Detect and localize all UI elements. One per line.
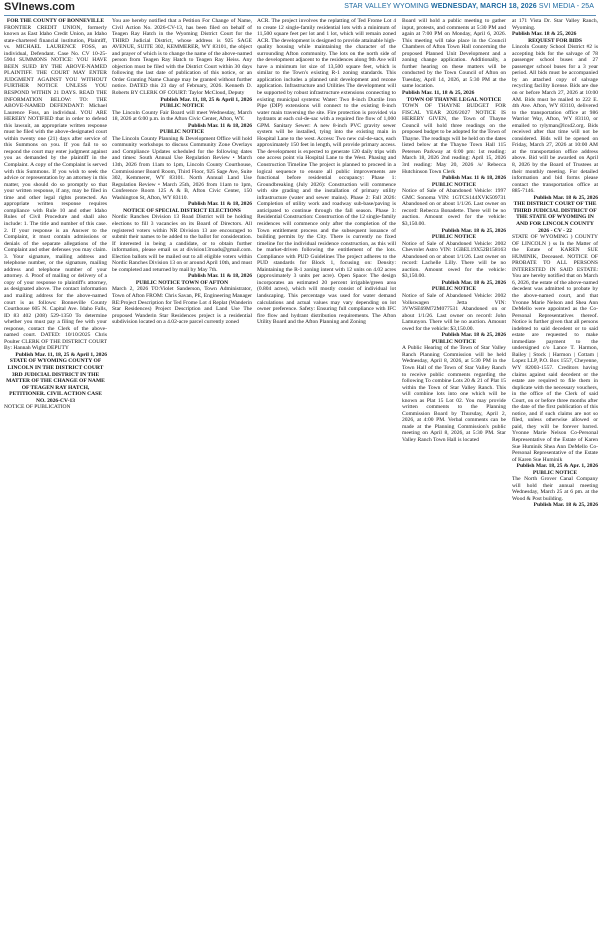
notice-heading: TOWN OF THAYNE LEGAL NOTICE [406,96,502,103]
publish-dates: Publish Mar. 18 & 25, 2026 [533,502,598,509]
header-rule [4,15,596,16]
notice-heading: PUBLIC NOTICE [431,338,477,345]
notice-heading: PUBLIC NOTICE [431,234,477,241]
notice-body: NOTICE OF PUBLICATION [4,404,71,411]
column-5 [512,18,598,923]
notice-heading: PUBLIC NOTICE [431,286,477,293]
page-header [0,0,600,16]
notice-heading: STATE OF WYOMING COUNTY OF LINCOLN IN THE DISTRICT COURT 3RD JUDICIAL DISTRICT IN THE MATTER OF THE CHANGE OF NAME OF TEAGEN RAY HATCH, PETITIONER. CIVIL ACTION CASE NO. 2026-CV-13 [6,358,105,404]
notice-body: The North Grover Canal Company will hold their annual meeting Wednesday, March 25 at 6 pm. at the Wood & Post building. [512,476,598,502]
notice-body: You are hereby notified that a Petition For Change of Name, Civil Action No. 2026-CV-13, has been filed on behalf of Teagen Ray Hatch in the Wyoming District Court for the THIRD Judicial District, whose address is 925 SAGE AVENUE, SUITE 302, KEMMERER, WY 83101, the object and prayer of which is to change the name of the above-named person from Teagen Ray Hatch to Teagen Ray Heiss. Any objection must be filed with the District Court within 30 days following the last date of publication of this notice, or an Order Granting Name Change may be granted without further notice. DATED this 23 day of February, 2026. Kenneth D. Roberts BY CLERK OF COURT: Taylor McCloud, Deputy [112,18,252,97]
column-1 [4,18,107,923]
publish-dates: Publish Mar. 18 & 25, 2026 [441,332,506,339]
legal-notices [4,18,598,923]
column-2 [112,18,252,923]
notice-body: STATE OF WYOMING ) COUNTY OF LINCOLN ) ss In the Matter of the Estate of KAREN SUE HUMINIK, Deceased. NOTICE OF PROBATE TO ALL PERSONS INTERESTED IN SAID ESTATE: You are hereby notified that on March 6, 2026, the estate of the above-named decedent was admitted to probate by the above-named court, and that Yvonne Marie Nelson and Shea Ann DeMello were appointed as the Co-Personal Representatives thereof. Notice is further given that all persons indebted to said decedent or to said estate are requested to make immediate payment to the undersigned c/o Lance T. Harmon, Bailey | Stock | Harmon | Cottam | Lopez LLP, P.O. Box 1557, Cheyenne, WY 82003-1557. Creditors having claims against said decedent or the estate are required to file them in duplicate with the necessary vouchers, in the office of the Clerk of said Court, on or before three months after the date of the first publication of this notice, and if such claims are not so filed, unless otherwise allowed or paid, they will be forever barred. Yvonne Marie Nelson Co-Personal Representative of the Estate of Karen Sue Huminik Shea Ann DeMello Co-Personal Representative of the Estate of Karen Sue Huminik [512,234,598,463]
notice-body: at 171 Vista Dr. Star Valley Ranch, Wyoming. [512,18,598,31]
notice-heading: PUBLIC NOTICE TOWN OF AFTON [135,279,229,286]
notice-heading: PUBLIC NOTICE [431,181,477,188]
publish-dates: Publish Mar. 11 & 18, 2026 [187,273,252,280]
site-name: SVInews.com [4,1,75,13]
header-info [344,3,594,10]
publish-dates: Publish Mar. 18 & 25, 2026 [512,31,577,38]
column-4 [402,18,506,923]
publish-dates: Publish Mar. 11, 18, 25 & April 1, 2026 [15,351,107,358]
publish-dates: Publish Mar. 18, 25 & Apr. 1, 2026 [516,463,598,470]
notice-body: ACR. The project involves the replatting of Ted Frome Lot 4 to create 12 single-family residential lots with a minimum of 11,500 square feet per lot and 1 lot, which will remain zoned ACR. The development is designed to provide attainable high-quality housing while maintaining the character of the surrounding Afton community. The lots on the north side of the development adjacent to the residences along 9th Ave will have a minimum lot size of 13,500 square feet, which is similar to the Town's existing R-1 zoning standards. This application includes a planned unit development and rezone application. Infrastructure and Utilities The development will be supported by robust infrastructure extensions connecting to existing municipal systems: Water: Two 8-inch Ductile Iron Pipe (DIP) extensions will connect to the existing 8-inch water main traversing the site. Fire protection is provided via hydrants at each cul-de-sac with a required fire flow of 1,000 GPM. Sanitary Sewer: A new 8-inch PVC gravity sewer system will be installed, tying into the existing main in Hospital Lane to the west. Access: Two new cul-de-sacs, each approximately 150 feet in length, will provide primary access. The development is expected to generate 120 daily trips with one access point via Hospital Lane to the West. Phasing and Construction Timeline The project is planned to proceed in a logical sequence to ensure all public improvements are functional before residential occupancy: Phase 1: Groundbreaking (July 2026): Construction will commence with site grading and the installation of primary utility infrastructure (water and sewer mains). Phase 2: Fall 2026: Completion of utility work and roadway sub-base/paving is anticipated to continue through the fall season. Phase 3: Residential Construction: Construction of the 12 single-family residences will commence only after the completion of the Town entitlement process and the subsequent issuance of building permits by the City. There is currently no fixed timeline for the individual residence construction, as this will be market-driven following the entitlement of the lots. Compliance with PUD Guidelines The project adheres to the PUD standards for Block 1, focusing on: Density: Maintaining the R-1 zoning intent with 12 units on 4.02 acres (approximately 3 units per acre). Open Space: The design incorporates an estimated 20 percent irrigable/green area (0.804 acres), which will mostly consist of individual lot landscaping. This percentage was used for water demand calculations and actual values may vary depending on lot owner preference. Safety: Ensuring full compliance with IFC fire flow and hydrant distribution requirements. The Afton Utility Board and the Afton Planning and Zoning [257,18,396,326]
notice-body: Lincoln County School District #2 is accepting bids for the salvage of 78 passenger school buses and 27 passenger school buses for a 3 year period. All bids must be accompanied by an attached copy of salvage recycling facility license. Bids are due on or before March 27, 2026 at 10:00 AM. Bids must be mailed to 222 E. 4th Ave. Afton, WY 83110, delivered to the transportation office at 986 Warrior Way, Afton, WY 83110, or emailed to rylyman@lcsd2.org. Bids received after that time will not be considered. Bids will be opened on Friday, March 27, 2026 at 10:00 AM at the transportation office address above. Bid will be awarded on April 8, 2026 by the Board of Trustees at their monthly meeting. For detailed information and bid forms please contact the transportation office at 885-7146. [512,44,598,195]
notice-heading: PUBLIC NOTICE [532,469,578,476]
notice-body: Notice of Sale of Abandoned Vehicle: 2002 Volkswagen Jetta VIN: 3VWSE69M72M077531 Abandoned on or about 1/1/26. Last owner on record: John Lamunyon. There will be no auction. Amount owed for the vehicle: $3,150.00. [402,292,506,332]
publish-dates: Publish Mar. 18 & 25, 2026 [441,279,506,286]
paper-name: STAR VALLEY WYOMING [344,3,429,10]
publish-dates: Publish Mar. 11 & 18, 2026 [187,122,252,129]
notice-heading: THE DISTRICT COURT OF THE THIRD JUDICIAL DISTRICT OF THE STATE OF WYOMING IN AND FOR LINCOLN COUNTY 2026 - CV - 22 [513,201,597,234]
notice-heading: PUBLIC NOTICE [159,103,205,110]
notice-body: The Lincoln County Fair Board will meet Wednesday, March 18, 2026 at 6:00 p.m. in the Afton Civic Center, Afton, WY. [112,109,252,123]
notice-body: Notice of Sale of Abandoned Vehicle: 1997 GMC Sonoma VIN: 1GTCS144XVK509731 Abandoned on or about 1/1/26. Last owner on record: Rebecca Bonadette. There will be no auction. Amount owed for the vehicle: $3,150.00. [402,188,506,227]
notice-body: Notice of Sale of Abandoned Vehicle: 2002 Chevrolet Astro VIN: 1GBEL19X52B158163 Abandoned on or about 1/1/26. Last owner on record: Lachelle Lilly. There will be no auction. Amount owed for the vehicle: $3,150.00. [402,240,506,280]
notice-body: Nordic Ranches Division 13 Road District will be holding elections to fill 3 vacancies on its Board of Directors. All registered voters within NR Division 13 are encouraged to submit their names to be added to the ballot for consideration. If interested in being a candidate, or to obtain further information, please email us at division13roads@gmail.com. Election ballots will be mailed out to all eligible voters within Nordic Ranches Division 13 on or around April 10th, and must be completed and returned by mail by May 7th. [112,214,252,273]
publish-dates: Publish Mar. 11 & 18, 2026 [187,201,252,208]
publish-dates: Publish Mar. 18 & 25, 2026 [533,194,598,201]
column-3 [257,18,396,923]
notice-body: TOWN OF THAYNE BUDGET FOR FISCAL YEAR 2026/2027 NOTICE IS HEREBY GIVEN, the Town of Thayne Council will hold three readings on the proposed budget to be adopted for the Town of Thayne. The readings will be held on the dates listed below at the Thayne Town Hall 115 Petersen Parkway at 6:00 pm: 1st reading: March 18, 2026 2nd reading: April 15, 2026 3rd reading: May 20, 2026 /s/ Rebecca Hutchinson Town Clerk [402,103,506,175]
publish-dates: Publish Mar. 11 & 18, 2026 [441,175,506,182]
notice-heading: PUBLIC NOTICE [159,129,205,136]
notice-body: A Public Hearing of the Town of Star Valley Ranch Planning Commission will be held Wednesday, April 8, 2026, at 5:30 PM in the Town Hall of the Town of Star Valley Ranch to receive public comments regarding the following To combine Lots 20 & 21 of Plat 15 within the Town of Star Valley Ranch. This will combine lots into one which will be known as Plat 15 Lot 02. You may provide written comments to the Planning Commission Board by Thursday, April 2, 2026, at 4:00 PM. Verbal comments can be made at the Planning Commission's public meeting on April 8, 2026, at 5:30 PM. Star Valley Ranch Town Hall is located [402,345,506,443]
notice-body: Board will hold a public meeting to gather input, protests, and comments at 5:30 PM and again at 7:00 PM on Monday, April 6, 2026. This meeting will take place in the Council Chambers of Afton Town Hall concerning the proposed Planned Unit Development and a zoning change application. Additionally, a further hearing on these matters will be conducted by the Town Council of Afton on Tuesday, April 14, 2026, at 5:30 PM at the same location. [402,18,506,90]
notice-body: The Lincoln County Planning & Development Office will hold community workshops to discuss Community Zone Overlays and Compliance Updates scheduled for the following dates and times: South Annual Use Regulation Review • March 13th, 2026 from 11am to 1pm, Lincoln County Courthouse, Commissioner Board Room, Third Floor, 925 Sage Ave, Suite 302, Kemmerer, WY 83101. North Annual Land Use Regulation Review • March 25th, 2026 from 11am to 1pm, Conference Room 125 A & B, Afton Civic Center, 150 Washington St, Afton, WY 83110. [112,135,252,201]
notice-heading: FOR THE COUNTY OF BONNEVILLE [6,18,105,24]
publish-dates: Publish Mar. 18 & 25, 2026 [441,227,506,234]
issue-date: WEDNESDAY, MARCH 18, 2026 [431,3,537,10]
publish-dates: Publish Mar. 11, 18, 25 & April 1, 2026 [160,96,252,103]
notice-body: March 2, 2026 TO:Violet Sanderson, Town Administrator, Town of Afton FROM: Chris Savan, PE, Engineering Manager RE:Project Description for Ted Frome Lot 4 Replat (Wanderin Star Residences) Project Description and Land Use The proposed Wanderin Star Residences project is a residential subdivision located on a 4.02-acre parcel currently zoned [112,286,252,326]
notice-body: FRONTIER CREDIT UNION, formerly known as East Idaho Credit Union, an Idaho state-chartered financial institution, Plaintiff, vs. MICHAEL LAURENCE FOSS, an individual, Defendant. Case No. CV 10-25-5904 SUMMONS NOTICE: YOU HAVE BEEN SUED BY THE ABOVE-NAMED PLAINTIFF. THE COURT MAY ENTER JUDGMENT AGAINST YOU WITHOUT FURTHER NOTICE UNLESS YOU RESPOND WITHIN 21 DAYS. READ THE INFORMATION BELOW: TO: THE ABOVE-NAMED DEFENDANT: Michael Laurence Foss, an individual. YOU ARE HEREBY NOTIFIED that in order to defend this lawsuit, an appropriate written response must be filed with the above-designated court within twenty one (21) days after service of this Summons on you. If you fail to so respond the court may enter judgment against you as demanded by the plaintiff in the Complaint. A copy of the Complaint is served with this Summons. If you wish to seek the advice or representation by an attorney in this matter, you should do so promptly so that your written response, if any, may be filed in time and other legal rights protected. An appropriate written response requires compliance with Rule 10 and other Idaho Rules of Civil Procedure and shall also include: 1. The title and number of this case. 2. If your response is an Answer to the Complaint, it must contain admissions or denials of the separate allegations of the Complaint and other defenses you may claim. 3. Your signature, mailing address and telephone number, or the signature, mailing address and telephone number of your attorney. 4. Proof of mailing or delivery of a copy of your response to plaintiff's attorney, as designated above. The contact information and mailing address for the above-named court is as follows: Bonneville County Courthouse 605 N. Capital Ave. Idaho Falls, ID 83 402 (208) 529-1350 To determine whether you must pay a filing fee with your response, contact the Clerk of the above-named court. DATED: 10/10/2025 Chris Poulter CLERK OF THE DISTRICT COURT By: Hannah Wight DEPUTY [4,24,107,352]
notice-heading: REQUEST FOR BIDS [528,37,582,44]
section-page: SVI MEDIA - 25A [538,3,594,10]
publish-dates: Publish Mar. 11, 18 & 25, 2026 [402,90,475,97]
notice-heading: NOTICE OF SPECIAL DISTRICT ELECTIONS [123,207,241,214]
